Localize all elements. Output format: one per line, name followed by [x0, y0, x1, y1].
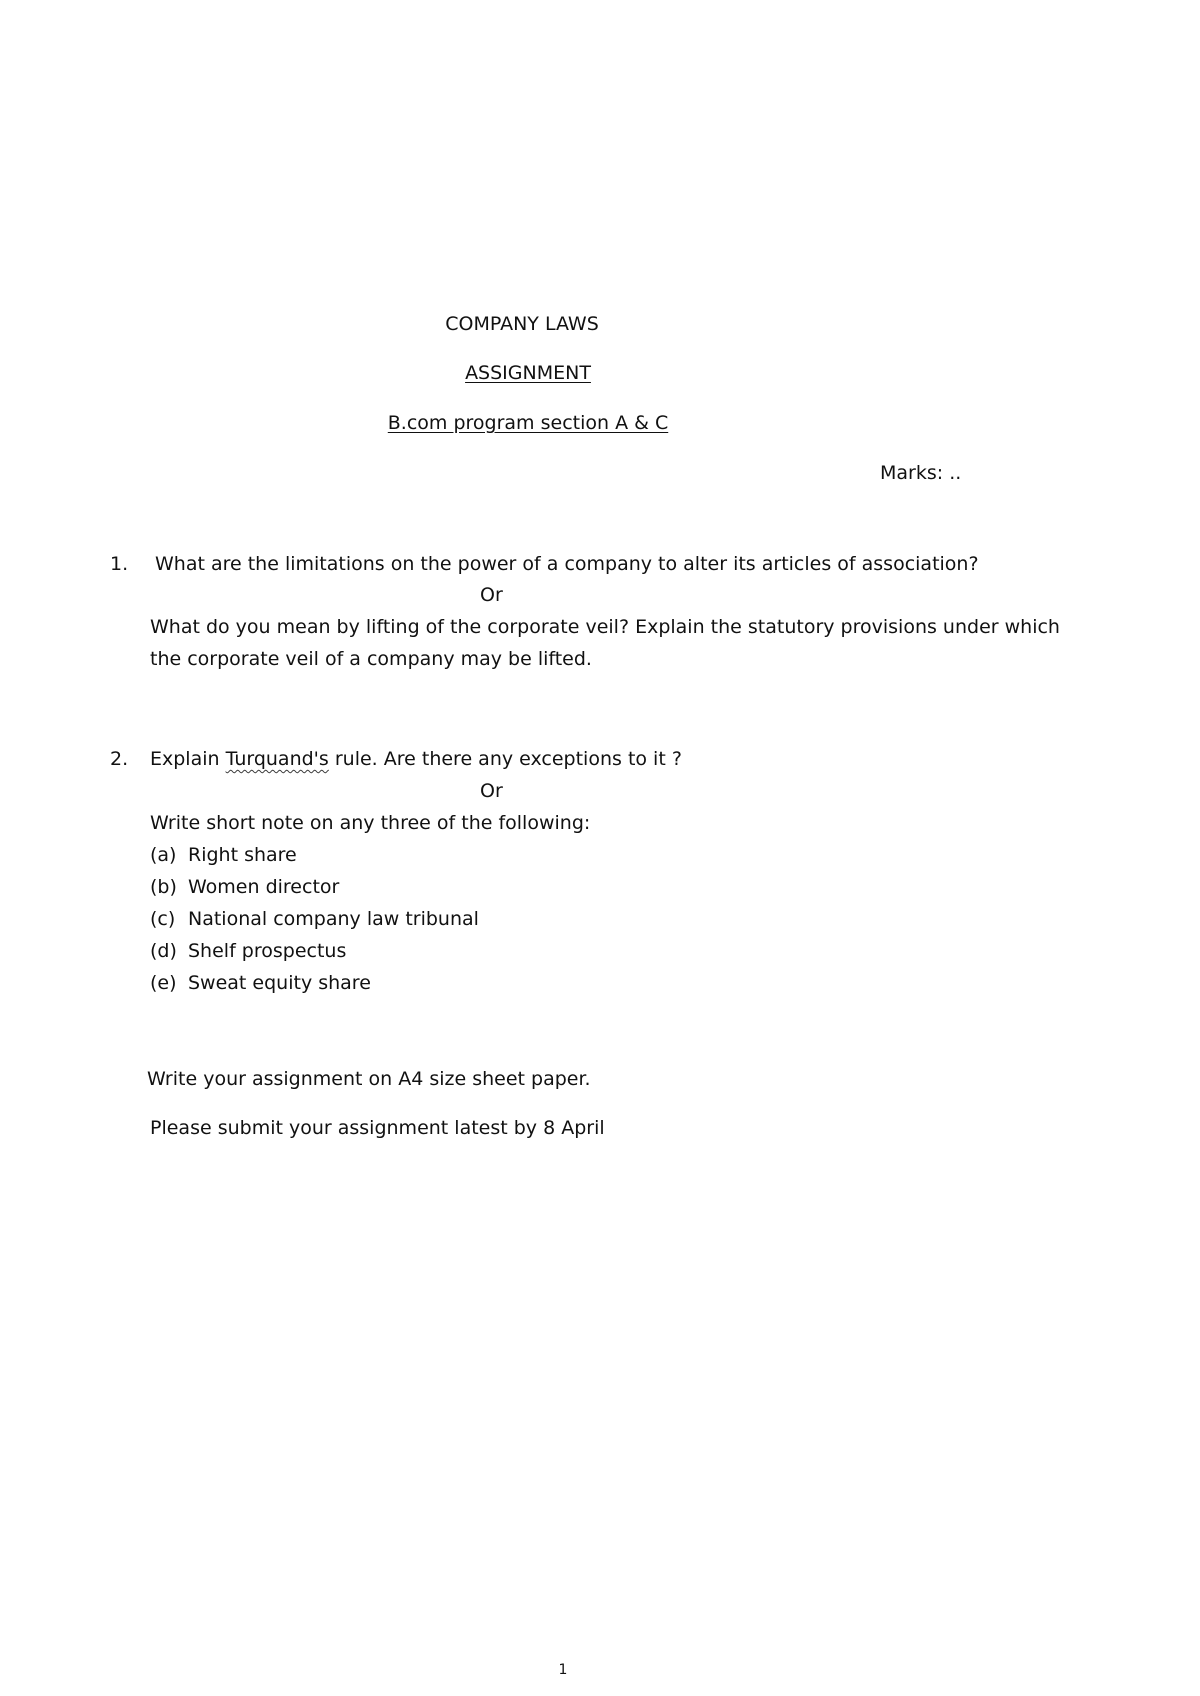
question-1-alt-line1: What do you mean by lifting of the corporate veil? Explain the statutory provisions under which — [150, 616, 1060, 638]
question-1-text: What are the limitations on the power of a company to alter its articles of association? — [155, 553, 979, 575]
page-number: 1 — [558, 1662, 568, 1678]
list-item — [150, 908, 479, 930]
question-2-prefix: Explain — [150, 748, 226, 770]
marks-label: Marks: .. — [880, 462, 962, 484]
option-text: Women director — [188, 876, 340, 898]
question-2-text — [150, 748, 682, 770]
option-text: National company law tribunal — [188, 908, 479, 930]
list-item — [150, 972, 371, 994]
question-2-or: Or — [480, 780, 503, 802]
question-2-number: 2. — [110, 748, 129, 770]
question-2-alt-intro: Write short note on any three of the following: — [150, 812, 591, 834]
option-label: (b) — [150, 876, 177, 898]
list-item — [150, 876, 339, 898]
instruction-line-2: Please submit your assignment latest by 8 April — [150, 1117, 605, 1139]
document-title: COMPANY LAWS — [445, 313, 599, 335]
option-label: (e) — [150, 972, 177, 994]
question-2-term: Turquand's — [225, 748, 329, 770]
program-line: B.com program section A & C — [387, 412, 669, 434]
list-item — [150, 940, 346, 962]
option-text: Sweat equity share — [188, 972, 371, 994]
document-subtitle: ASSIGNMENT — [465, 362, 591, 384]
list-item — [150, 844, 297, 866]
option-label: (a) — [150, 844, 177, 866]
option-label: (d) — [150, 940, 177, 962]
option-label: (c) — [150, 908, 176, 930]
question-1-alt-line2: the corporate veil of a company may be lifted. — [150, 648, 592, 670]
question-1-number: 1. — [110, 553, 129, 575]
option-text: Shelf prospectus — [188, 940, 347, 962]
option-text: Right share — [188, 844, 297, 866]
instruction-line-1: Write your assignment on A4 size sheet paper. — [147, 1068, 591, 1090]
question-1-or: Or — [480, 584, 503, 606]
question-2-suffix: rule. Are there any exceptions to it ? — [328, 748, 682, 770]
